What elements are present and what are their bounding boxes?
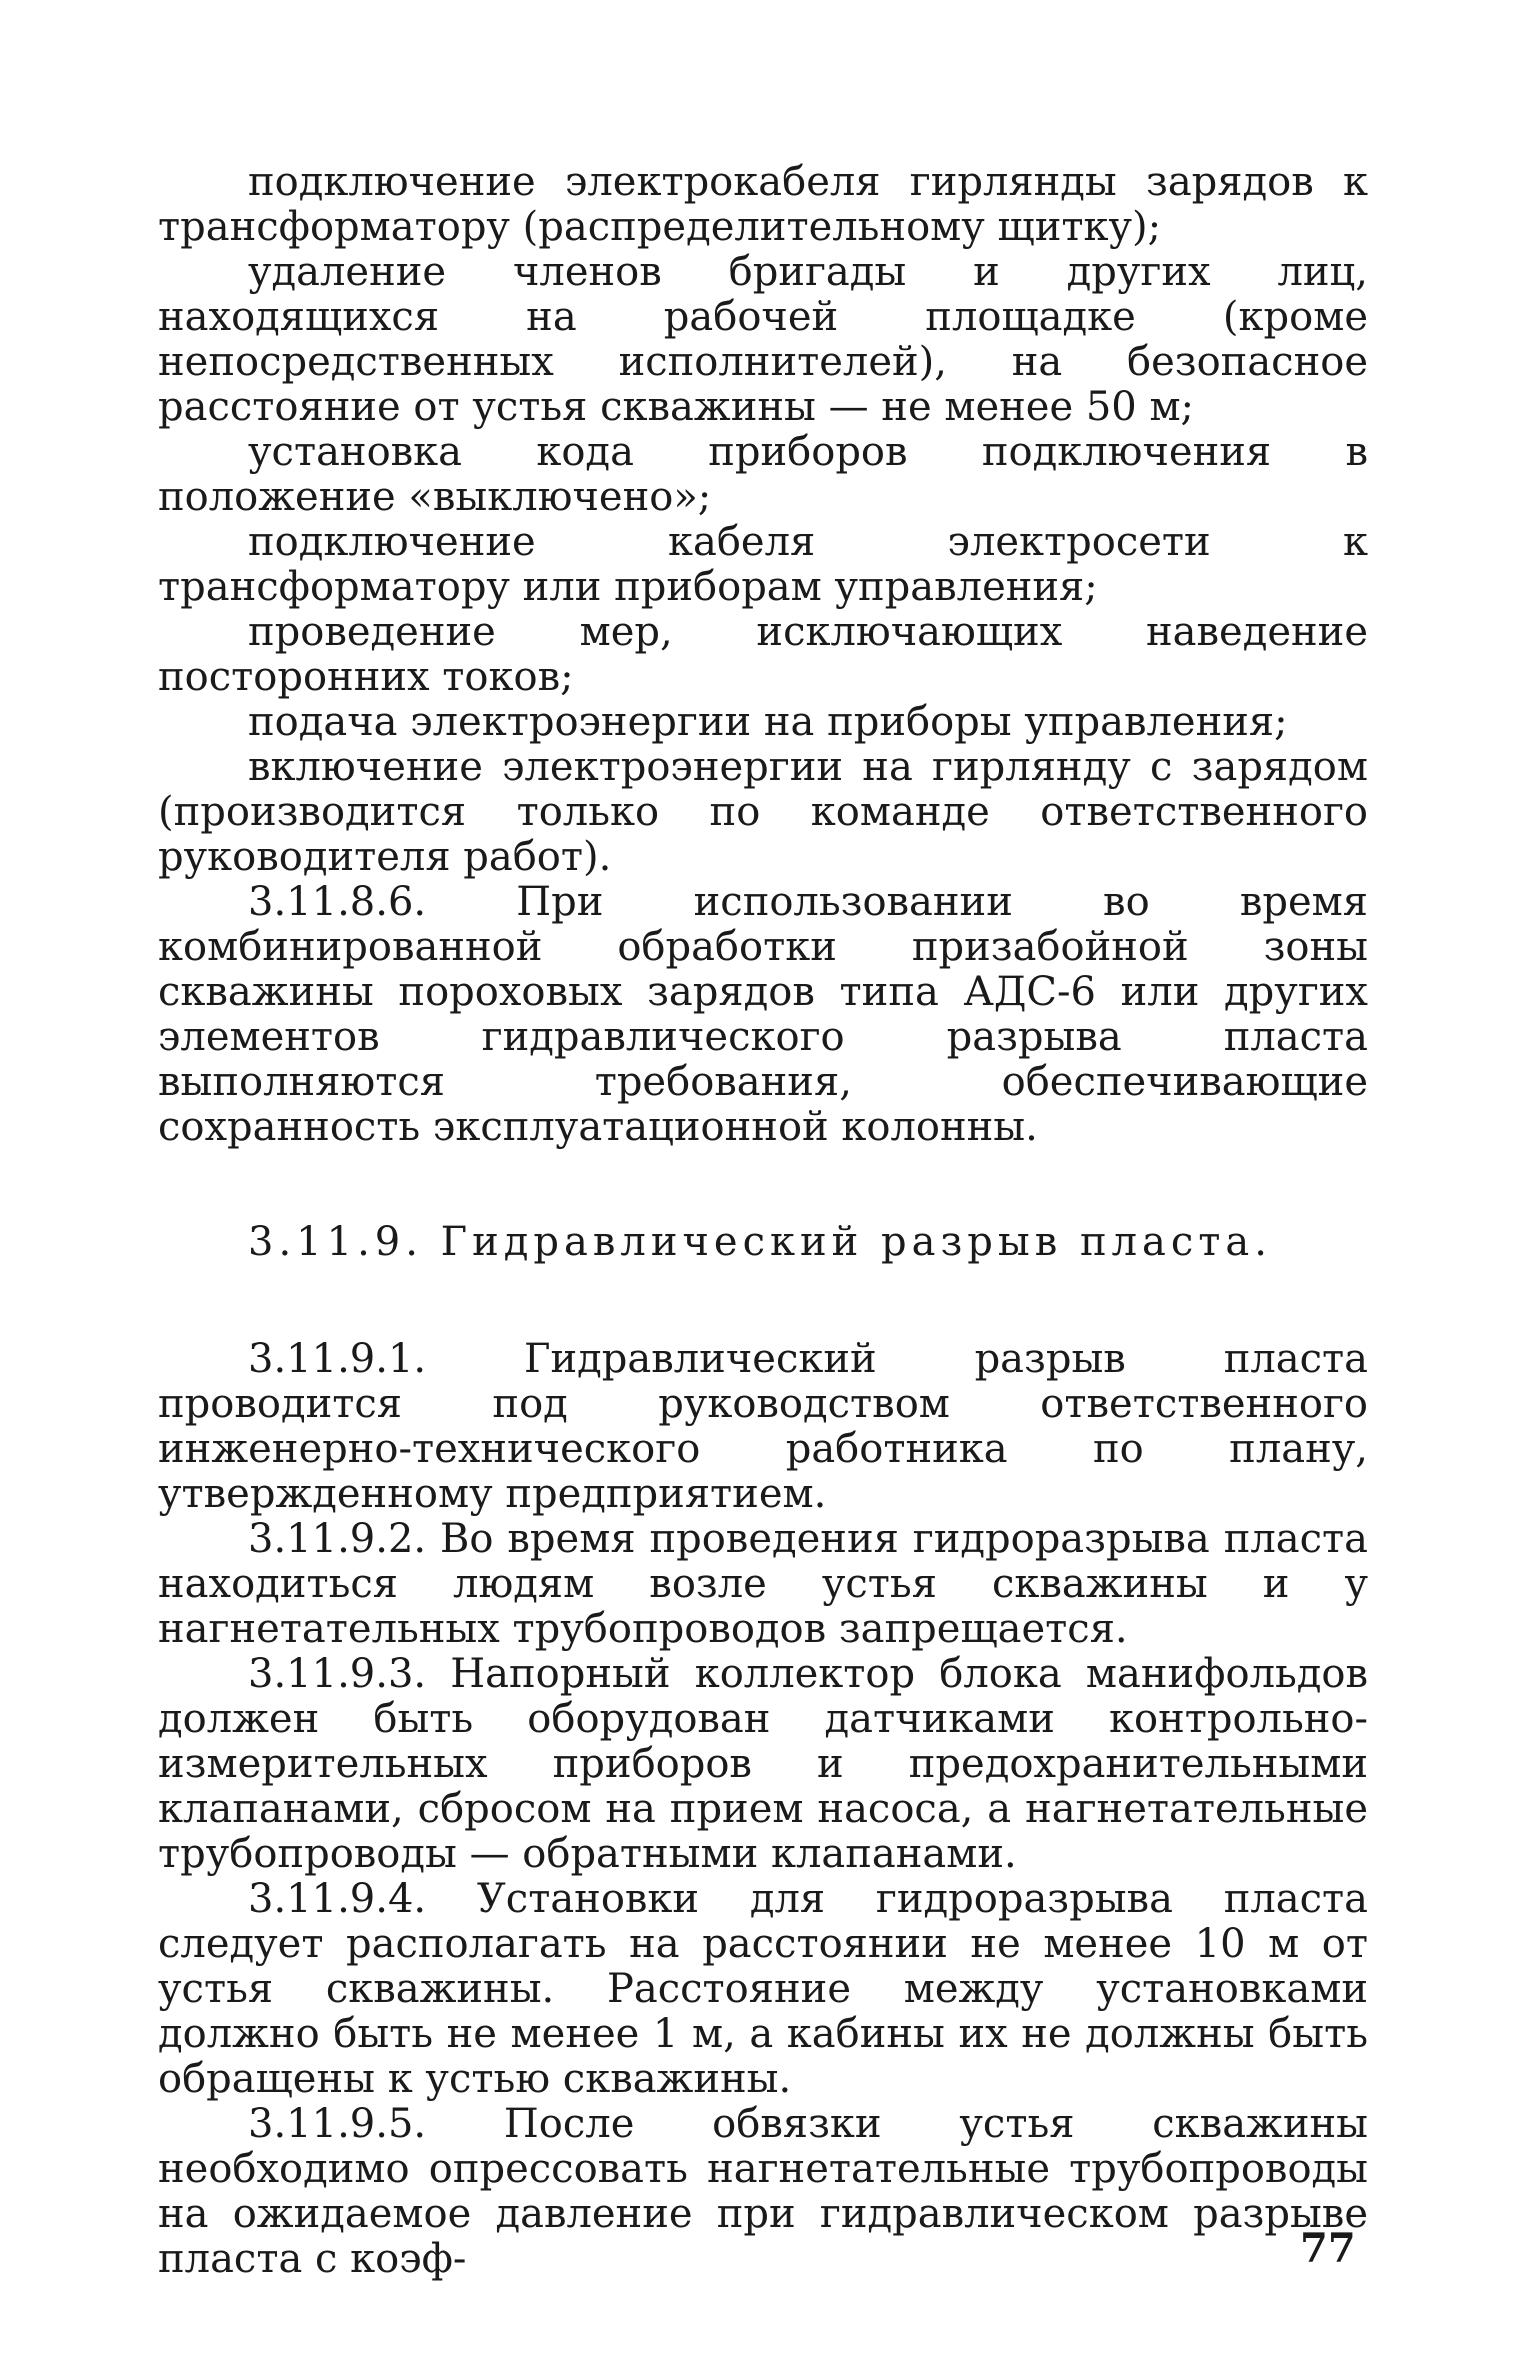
page-number: 77 [1300, 2225, 1356, 2272]
paragraph: подключение кабеля электросети к трансформатору или приборам управления; [158, 519, 1368, 610]
paragraph: 3.11.9.1. Гидравлический разрыв пласта проводится под руководством ответственного инженерно-технического работника по плану, утвержденному предприятием. [158, 1336, 1368, 1517]
paragraph: 3.11.9.4. Установки для гидроразрыва пласта следует располагать на расстоянии не менее 10 м от устья скважины. Расстояние между установками должно быть не менее 1 м, а кабины их не должны быть обращены к устью скважины. [158, 1876, 1368, 2102]
page-body [158, 160, 1368, 2282]
paragraph: 3.11.9.3. Напорный коллектор блока манифольдов должен быть оборудован датчиками контрольно-измерительных приборов и предохранительными клапанами, сбросом на прием насоса, а нагнетательные трубопроводы — обратными клапанами. [158, 1651, 1368, 1877]
paragraph: удаление членов бригады и других лиц, находящихся на рабочей площадке (кроме непосредственных исполнителей), на безопасное расстояние от устья скважины — не менее 50 м; [158, 249, 1368, 430]
paragraph: 3.11.9.5. После обвязки устья скважины необходимо опрессовать нагнетательные трубопроводы на ожидаемое давление при гидравлическом разрыве пласта с коэф- [158, 2101, 1368, 2282]
paragraph: 3.11.8.6. При использовании во время комбинированной обработки призабойной зоны скважины пороховых зарядов типа АДС-6 или других элементов гидравлического разрыва пласта выполняются требования, обеспечивающие сохранность эксплуатационной колонны. [158, 879, 1368, 1150]
paragraph: проведение мер, исключающих наведение посторонних токов; [158, 609, 1368, 700]
spacer [158, 1265, 1368, 1337]
paragraph: 3.11.9.2. Во время проведения гидроразрыва пласта находиться людям возле устья скважины и у нагнетательных трубопроводов запрещается. [158, 1516, 1368, 1652]
section-heading: 3.11.9. Гидравлический разрыв пласта. [248, 1219, 1272, 1265]
paragraph: подключение электрокабеля гирлянды зарядов к трансформатору (распределительному щитку); [158, 159, 1368, 250]
paragraph: включение электроэнергии на гирлянду с зарядом (производится только по команде ответственного руководителя работ). [158, 744, 1368, 880]
paragraph: установка кода приборов подключения в положение «выключено»; [158, 429, 1368, 520]
spacer [158, 1150, 1368, 1220]
paragraph: подача электроэнергии на приборы управления; [248, 699, 1288, 745]
